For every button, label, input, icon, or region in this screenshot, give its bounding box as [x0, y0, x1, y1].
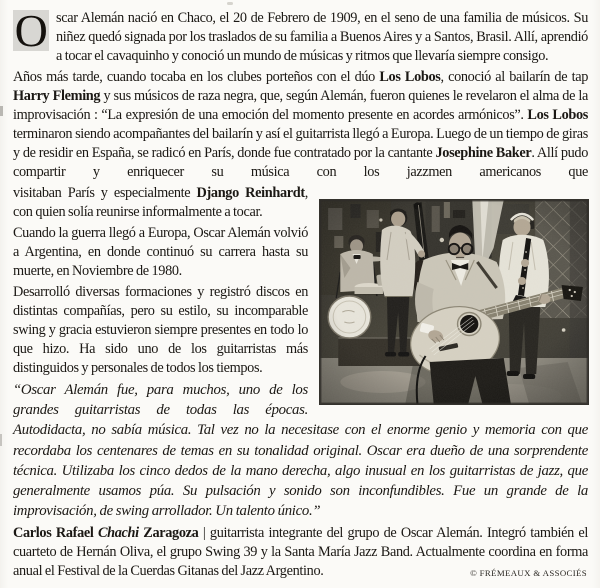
- band-photo-illustration: [320, 200, 588, 404]
- publisher-credit: © FRÉMEAUX & ASSOCIÉS: [470, 568, 587, 579]
- signature-text: Carlos Rafael Chachi Zaragoza | guitarrista integrante del grupo de Oscar Alemán. Integró también el cuarteto de Hernán Oliva, el grupo Swing 39 y la Santa María Jazz Band. Actualmente coordina en forma anual el Festival de la Cuerdas Gitanas del Jazz Argentino.: [13, 525, 589, 580]
- paragraph-legacy: Desarrolló diversas formaciones y registró discos en distintas compañías, pero su estilo, su incomparable swing y gracia estuvieron siempre presentes en todo lo que hizo. Ha sido uno de los guitarristas más distinguidos y personales de todos los tiempos.: [13, 284, 308, 376]
- paragraph-opening-text: scar Alemán nació en Chaco, el 20 de Febrero de 1909, en el seno de una familia de músicos. Su niñez quedó signada por los traslados de su familia a Buenos Aires y a Santos, Brasil. Allí, aprendió a tocar el cavaquinho y conoció un mundo de músicas y ritmos que llevaría siempre consigo.: [56, 10, 588, 64]
- band-photo: [320, 200, 588, 404]
- signature-block: [13, 524, 588, 581]
- paragraph-war-return: Cuando la guerra llegó a Europa, Oscar Alemán volvió a Argentina, en donde continuó su carrera hasta su muerte, en Noviembre de 1980.: [13, 225, 308, 279]
- scan-artifact: [227, 2, 233, 5]
- quote-text: “Oscar Alemán fue, para muchos, uno de los grandes guitarristas de todas las épocas. Autodidacta, no sabía música. Tal vez no la necesitase con el enorme genio y memoria con que recordaba los centenares de temas en su tonalidad original. Oscar era dueño de una sorprendente técnica. Utilizaba los cinco dedos de la mano derecha, algo inusual en los guitarristas de jazz, que generalmente usamos púa. Su pulsación y sonido son inconfundibles. Fue un grande de la improvisación, de swing arrollador. Un talento único.”: [13, 382, 588, 520]
- paragraph-career: Años más tarde, cuando tocaba en los clubes porteños con el dúo Los Lobos, conoció al bailarín de tap Harry Fleming y sus músicos de raza negra, que, según Alemán, fueron quienes le revelaron el alma de la improvisación : “La expresión de una emoción del momento presente en acordes armónicos”. Los Lobos terminaron siendo acompañantes del bailarín y así el guitarrista llegó a Europa. Luego de un tiempo de giras y de residir en España, se radicó en París, donde fue contratado por la cantante Josephine Baker. Allí pudo compartir y enriquecer su música con los jazzmen americanos que: [13, 69, 589, 180]
- paragraph-opening: [13, 5, 588, 66]
- scan-artifact: [0, 106, 3, 116]
- paragraph-career-wrap: visitaban París y especialmente Django Reinhardt, con quien solía reunirse informalmente a tocar.: [13, 185, 308, 220]
- scan-artifact: [0, 434, 2, 446]
- drop-cap: O: [14, 5, 48, 56]
